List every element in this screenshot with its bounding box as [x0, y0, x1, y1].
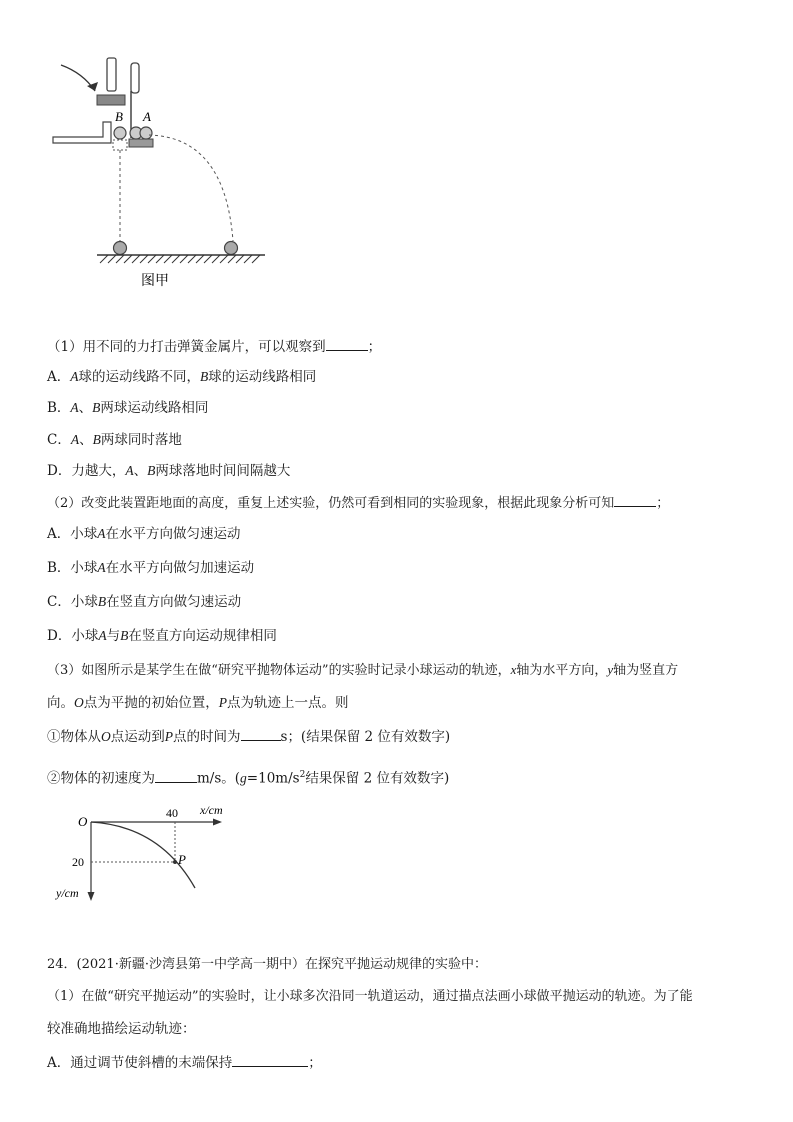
label-40: 40 — [166, 806, 178, 820]
time-answer-blank[interactable] — [241, 727, 281, 741]
ball-a2 — [140, 127, 152, 139]
q3-stem-line1: （3）如图所示是某学生在做“研究平抛物体运动”的实验时记录小球运动的轨迹，x轴为水平方向，y轴为竖直方 — [47, 662, 679, 678]
ball-a-path — [149, 135, 233, 241]
q3-stem-line2: 向。O点为平抛的初始位置，P点为轨迹上一点。则 — [47, 695, 349, 711]
q2-option-b: B．小球A在水平方向做匀加速运动 — [47, 560, 255, 576]
answer-blank[interactable] — [614, 493, 656, 507]
figure-apparatus — [45, 55, 275, 295]
point-p — [173, 860, 177, 864]
label-o: O — [78, 814, 88, 829]
q24-stem-line1: 24．(2021·新疆·沙湾县第一中学高一期中）在探究平抛运动规律的实验中： — [47, 957, 487, 972]
q2-option-d: D．小球A与B在竖直方向运动规律相同 — [47, 628, 277, 644]
ball-b — [114, 127, 126, 139]
label-20: 20 — [72, 855, 84, 869]
figure-trajectory — [50, 800, 240, 910]
label-a: A — [143, 109, 151, 124]
label-y-unit: y/cm — [56, 886, 79, 900]
hammer-handle — [107, 58, 116, 91]
q3-sub2: ②物体的初速度为 m/s。($g=10m/s^2$结果保留 2 位有效数字) — [47, 770, 450, 787]
q24-option-a: A．通过调节使斜槽的末端保持 ； — [47, 1055, 322, 1071]
q3-sub1: ①物体从O点运动到P点的时间为 s；(结果保留 2 位有效数字) — [47, 729, 451, 745]
answer-blank[interactable] — [232, 1053, 308, 1067]
hammer-head — [97, 95, 125, 105]
answer-blank[interactable] — [326, 337, 368, 351]
q2-option-a: A．小球A在水平方向做匀速运动 — [47, 526, 241, 542]
ball-a-landed — [225, 242, 238, 255]
q1-option-b: B．A、B两球运动线路相同 — [47, 400, 209, 416]
left-platform — [53, 122, 111, 143]
q2-stem: （2）改变此装置距地面的高度，重复上述实验，仍然可看到相同的实验现象，根据此现象分析可知 ； — [47, 493, 669, 513]
q24-stem-line2: （1）在做“研究平抛运动”的实验时，让小球多次沿同一轨道运动，通过描点法画小球做平抛运动的轨迹。为了能 — [47, 989, 693, 1004]
q2-option-c: C．小球B在竖直方向做匀速运动 — [47, 594, 242, 610]
label-b: B — [115, 109, 123, 124]
ground-hatch — [100, 255, 260, 263]
label-x-unit: x/cm — [200, 803, 223, 817]
figure-caption: 图甲 — [141, 273, 169, 289]
x-axis-arrow-icon — [213, 819, 222, 826]
q1-option-c: C．A、B两球同时落地 — [47, 432, 182, 448]
spring-top — [131, 63, 139, 93]
q24-stem-line3: 较准确地描绘运动轨迹： — [47, 1021, 196, 1037]
q1-option-a: A．A球的运动线路不同，B球的运动线路相同 — [47, 369, 317, 385]
q1-option-d: D．力越大，A、B两球落地时间间隔越大 — [47, 463, 291, 479]
ball-b-box — [113, 140, 127, 150]
y-axis-arrow-icon — [88, 892, 95, 901]
q1-stem: （1）用不同的力打击弹簧金属片，可以观察到 ； — [47, 339, 382, 355]
label-p: P — [178, 852, 186, 867]
ball-holder — [129, 139, 153, 147]
ball-b-landed — [114, 242, 127, 255]
velocity-answer-blank[interactable] — [155, 769, 197, 783]
